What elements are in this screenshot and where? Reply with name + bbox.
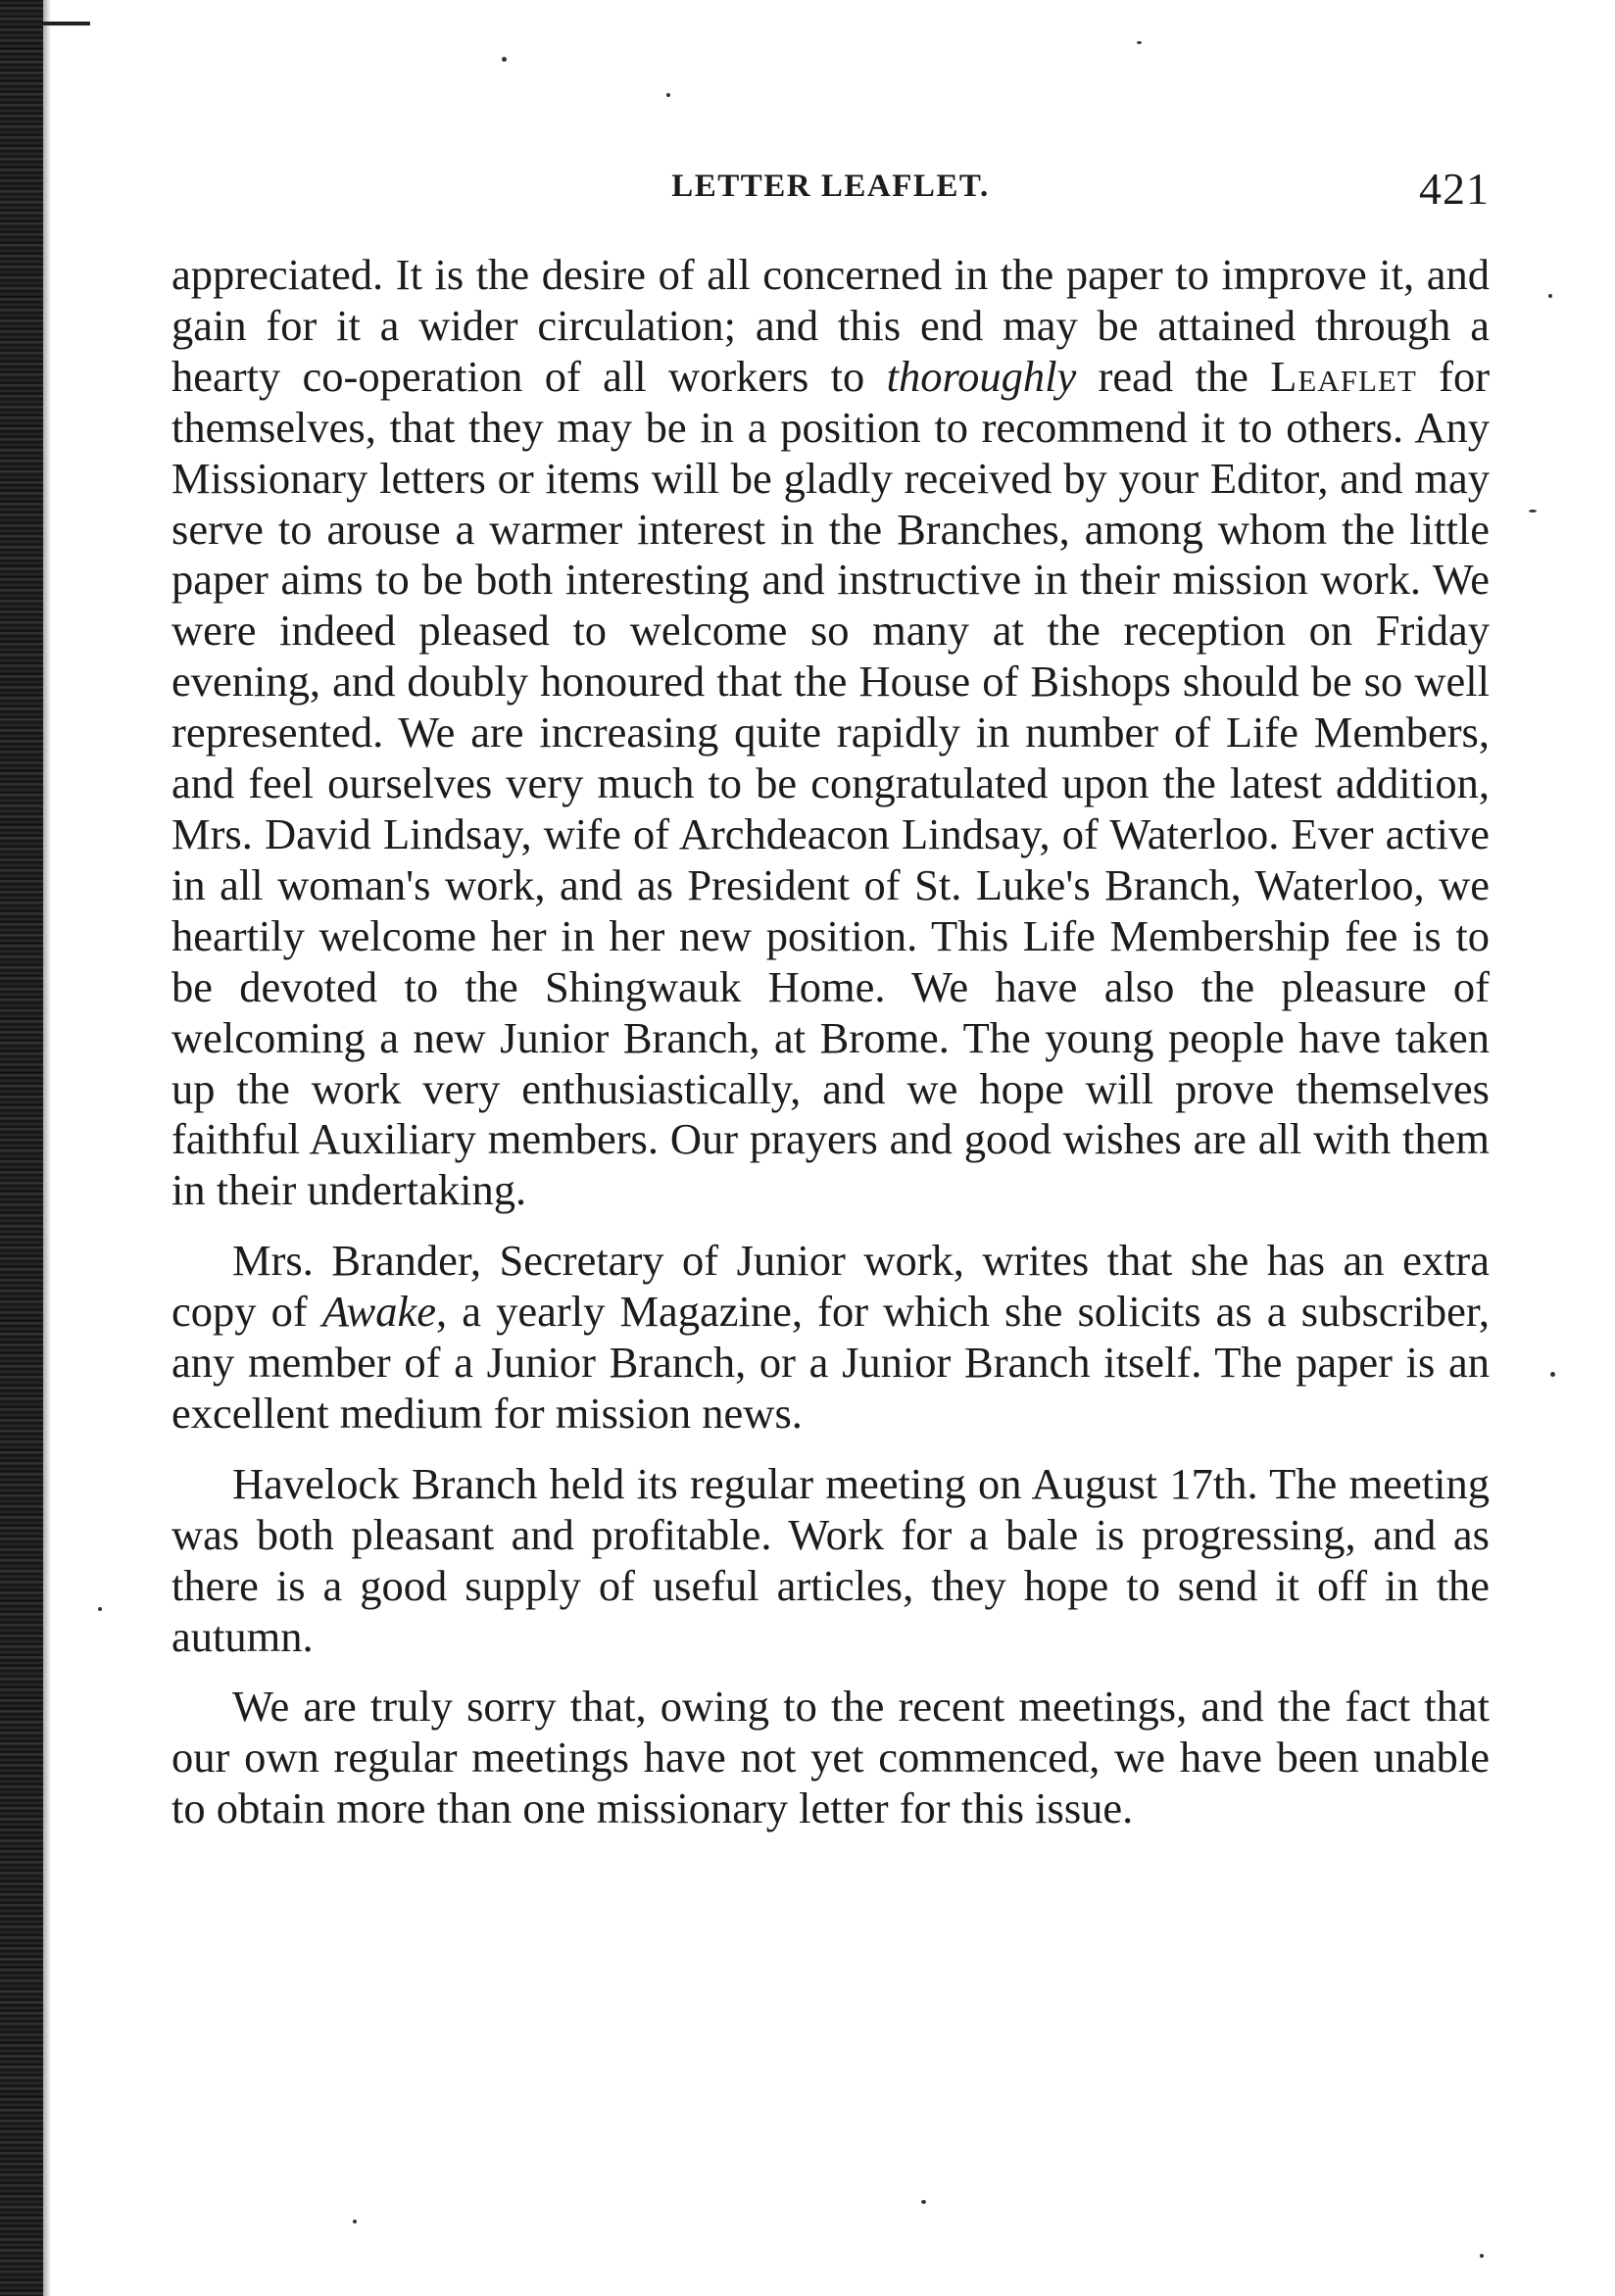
page-number: 421 <box>1419 164 1490 214</box>
text-run: appreciated. It is the desire of all concerned in the paper to improve it, and gain for it a wider circulation; and this end may be attained through a hearty co-operation of all workers to <box>171 250 1490 401</box>
text-run: We are truly sorry that, owing to the recent meetings, and the fact that our own regular meetings have not yet commenced, we have been unable to obtain more than one missionary letter for this issue. <box>171 1682 1490 1833</box>
scan-speck <box>1137 41 1142 44</box>
scan-speck <box>1480 2254 1484 2258</box>
paragraph-2 <box>171 1236 1490 1440</box>
scan-speck <box>1548 294 1552 298</box>
emphasis-thoroughly: thoroughly <box>886 351 1077 401</box>
scan-speck <box>502 57 507 62</box>
paragraph-4 <box>171 1682 1490 1834</box>
running-head: LETTER LEAFLET. <box>671 169 990 204</box>
scan-speck <box>666 93 670 97</box>
text-run: read the <box>1076 351 1271 401</box>
article-body <box>171 250 1490 1834</box>
scan-speck <box>1529 510 1537 513</box>
corner-mark <box>43 22 90 25</box>
paragraph-1 <box>171 250 1490 1216</box>
scan-speck <box>921 2200 926 2204</box>
leaflet-smallcaps: Leaflet <box>1270 351 1417 401</box>
text-run: for themselves, that they may be in a position to recommend it to others. Any Missionary letters or items will be gladly received by your Editor, and may serve to arouse a warmer interest in the Branches, among whom the little paper aims to be both interesting and instructive in their mission work. We were indeed pleased to welcome so many at the reception on Friday evening, and doubly honoured that the House of Bishops should be so well represented. We are increasing quite rapidly in number of Life Members, and feel ourselves very much to be congratulated upon the latest addition, Mrs. David Lindsay, wife of Archdeacon Lindsay, of Waterloo. Ever active in all woman's work, and as President of St. Luke's Branch, Waterloo, we heartily welcome her in her new position. This Life Membership fee is to be devoted to the Shingwauk Home. We have also the pleasure of welcoming a new Junior Branch, at Brome. The young people have taken up the work very enthusiastically, and we hope will prove themselves faithful Auxiliary members. Our prayers and good wishes are all with them in their undertaking. <box>171 351 1491 1215</box>
text-run: , a yearly Magazine, for which she solicits as a subscriber, any member of a Junior Branch, or a Junior Branch itself. The paper is an excellent medium for mission news. <box>171 1287 1490 1438</box>
page-header <box>171 159 1490 218</box>
scan-speck <box>1550 1372 1555 1377</box>
scan-speck <box>98 1607 102 1611</box>
scan-speck <box>353 2220 357 2223</box>
page-binding-edge <box>0 0 43 2296</box>
text-run: Mrs. Brander, Secretary of Junior work, writes that she has an extra copy of <box>171 1236 1490 1337</box>
text-run: Havelock Branch held its regular meeting on August 17th. The meeting was both pleasant and profitable. Work for a bale is progressing, and as there is a good supply of useful articles, they hope to send it off in the autumn. <box>171 1458 1490 1661</box>
paragraph-3 <box>171 1459 1490 1663</box>
magazine-title-awake: Awake <box>321 1287 436 1337</box>
